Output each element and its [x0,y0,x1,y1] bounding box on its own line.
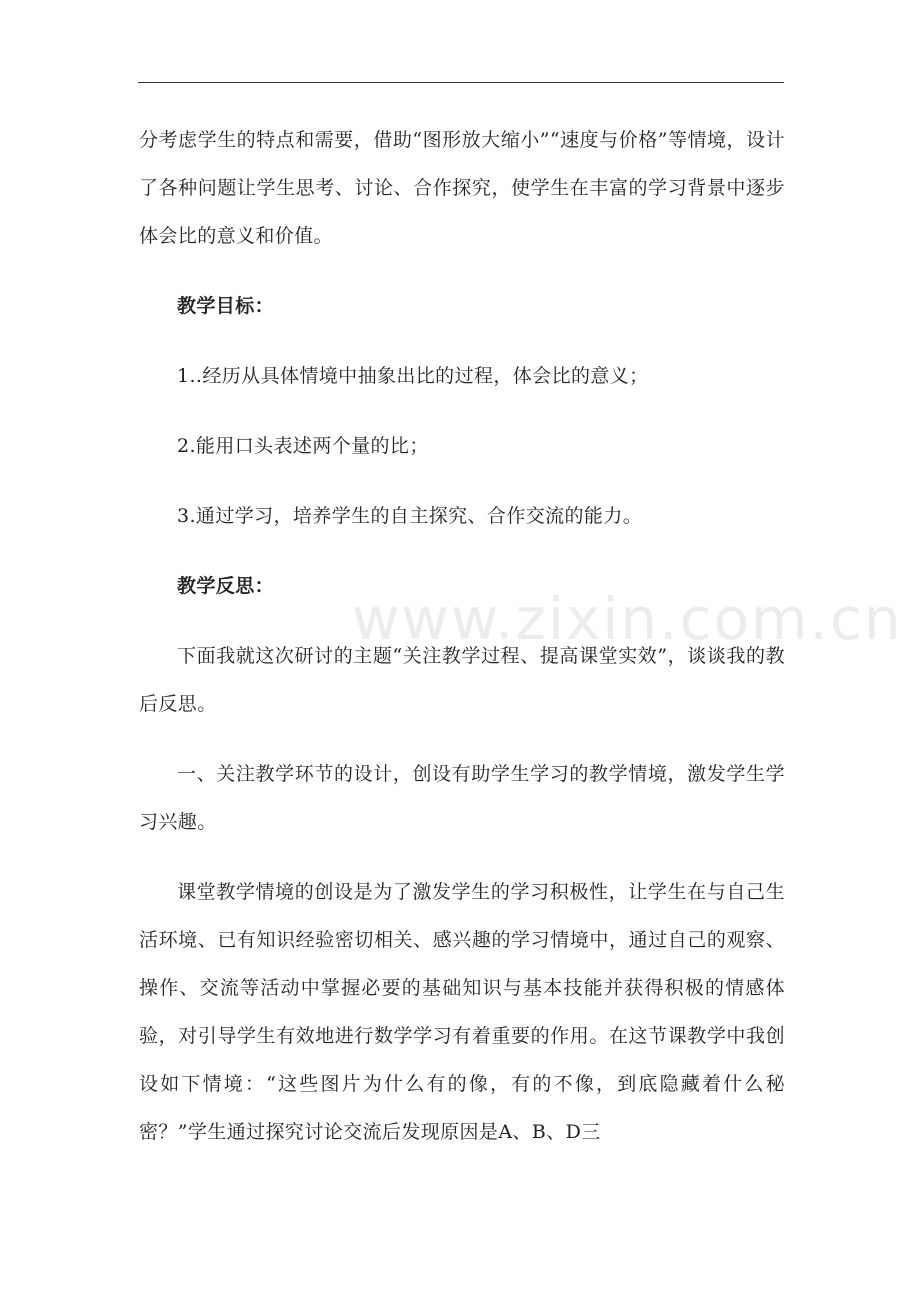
header-rule [138,82,784,83]
paragraph-situation-design: 课堂教学情境的创设是为了激发学生的学习积极性，让学生在与自己生活环境、已有知识经验密切相关、感兴趣的学习情境中，通过自己的观察、操作、交流等活动中掌握必要的基础知识与基本技能并获得积极的情感体验，对引导学生有效地进行数学学习有着重要的作用。在这节课教学中我创设如下情境：“这些图片为什么有的像，有的不像，到底隐藏着什么秘密？”学生通过探究讨论交流后发现原因是A、B、D三 [139,881,785,1143]
paragraph-intro-continued: 分考虑学生的特点和需要，借助“图形放大缩小”“速度与价格”等情境，设计了各种问题让学生思考、讨论、合作探究，使学生在丰富的学习背景中逐步体会比的意义和价值。 [139,129,785,247]
paragraph-reflection-intro: 下面我就这次研讨的主题“关注教学过程、提高课堂实效”，谈谈我的教后反思。 [139,645,785,715]
document-body [139,116,785,1156]
goal-item-2: 2.能用口头表述两个量的比； [177,435,429,457]
goal-item-1: 1..经历从具体情境中抽象出比的过程，体会比的意义； [177,365,649,387]
heading-teaching-reflection: 教学反思： [177,575,275,597]
goal-item-3: 3.通过学习，培养学生的自主探究、合作交流的能力。 [177,505,643,527]
paragraph-section-one-title: 一、关注教学环节的设计，创设有助学生学习的教学情境，激发学生学习兴趣。 [139,763,785,833]
heading-teaching-goals: 教学目标： [177,295,275,317]
watermark: www.zixin.com.cn [352,585,903,653]
